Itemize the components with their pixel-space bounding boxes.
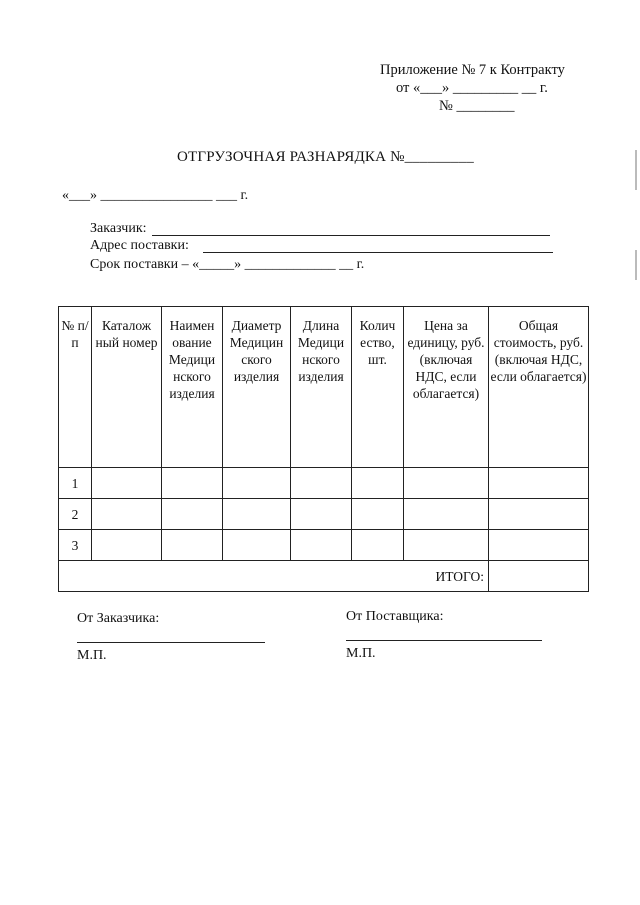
row-number: 2 [59,499,92,530]
customer-label: Заказчик: [90,221,147,236]
header-length: Длина Медици нского изделия [291,307,352,468]
appendix-line-2: от «___» _________ __ г. [396,80,548,96]
date-line: «___» ________________ ___ г. [62,188,249,203]
supplier-stamp-label: М.П. [346,646,376,661]
header-unit-price: Цена за единицу, руб. (включая НДС, если облагается) [404,307,489,468]
table-cell[interactable] [489,530,589,561]
table-cell[interactable] [162,530,223,561]
table-cell[interactable] [404,468,489,499]
table-cell[interactable] [352,499,404,530]
scan-edge-mark [635,150,637,190]
table-cell[interactable] [291,468,352,499]
table-cell[interactable] [404,530,489,561]
row-number: 1 [59,468,92,499]
table-header-row [59,307,589,468]
table-cell[interactable] [223,530,291,561]
table-cell[interactable] [489,499,589,530]
header-total-cost: Общая стоимость, руб. (включая НДС, если облагается) [489,307,589,468]
supplier-signature-label: От Поставщика: [346,609,444,624]
header-diameter: Диаметр Медицин ского изделия [223,307,291,468]
header-number: № п/п [59,307,92,468]
appendix-line-3: № ________ [439,98,515,114]
table-row [59,530,589,561]
table-row [59,499,589,530]
customer-signature-label: От Заказчика: [77,611,160,626]
table-cell[interactable] [92,468,162,499]
shipment-table [58,306,589,592]
scan-edge-mark [635,250,637,280]
total-value-cell[interactable] [489,561,589,592]
address-label: Адрес поставки: [90,238,189,253]
table-cell[interactable] [352,530,404,561]
header-quantity: Колич ество, шт. [352,307,404,468]
customer-signature-line [77,642,265,643]
table-row [59,468,589,499]
table-cell[interactable] [223,499,291,530]
page-title: ОТГРУЗОЧНАЯ РАЗНАРЯДКА №_________ [177,149,474,165]
table-cell[interactable] [162,499,223,530]
table-cell[interactable] [291,499,352,530]
table-cell[interactable] [489,468,589,499]
total-label: ИТОГО: [59,561,489,592]
table-cell[interactable] [223,468,291,499]
total-row [59,561,589,592]
table-cell[interactable] [291,530,352,561]
supplier-signature-line [346,640,542,641]
delivery-term-label: Срок поставки – «_____» _____________ __ г. [90,257,365,272]
customer-field-line [152,235,550,236]
customer-stamp-label: М.П. [77,648,107,663]
header-catalog-number: Каталож ный номер [92,307,162,468]
header-item-name: Наимен ование Медици нского изделия [162,307,223,468]
appendix-line-1: Приложение № 7 к Контракту [380,62,565,78]
row-number: 3 [59,530,92,561]
table-cell[interactable] [404,499,489,530]
table-cell[interactable] [352,468,404,499]
address-field-line [203,252,553,253]
table-cell[interactable] [92,530,162,561]
table-cell[interactable] [92,499,162,530]
table-cell[interactable] [162,468,223,499]
